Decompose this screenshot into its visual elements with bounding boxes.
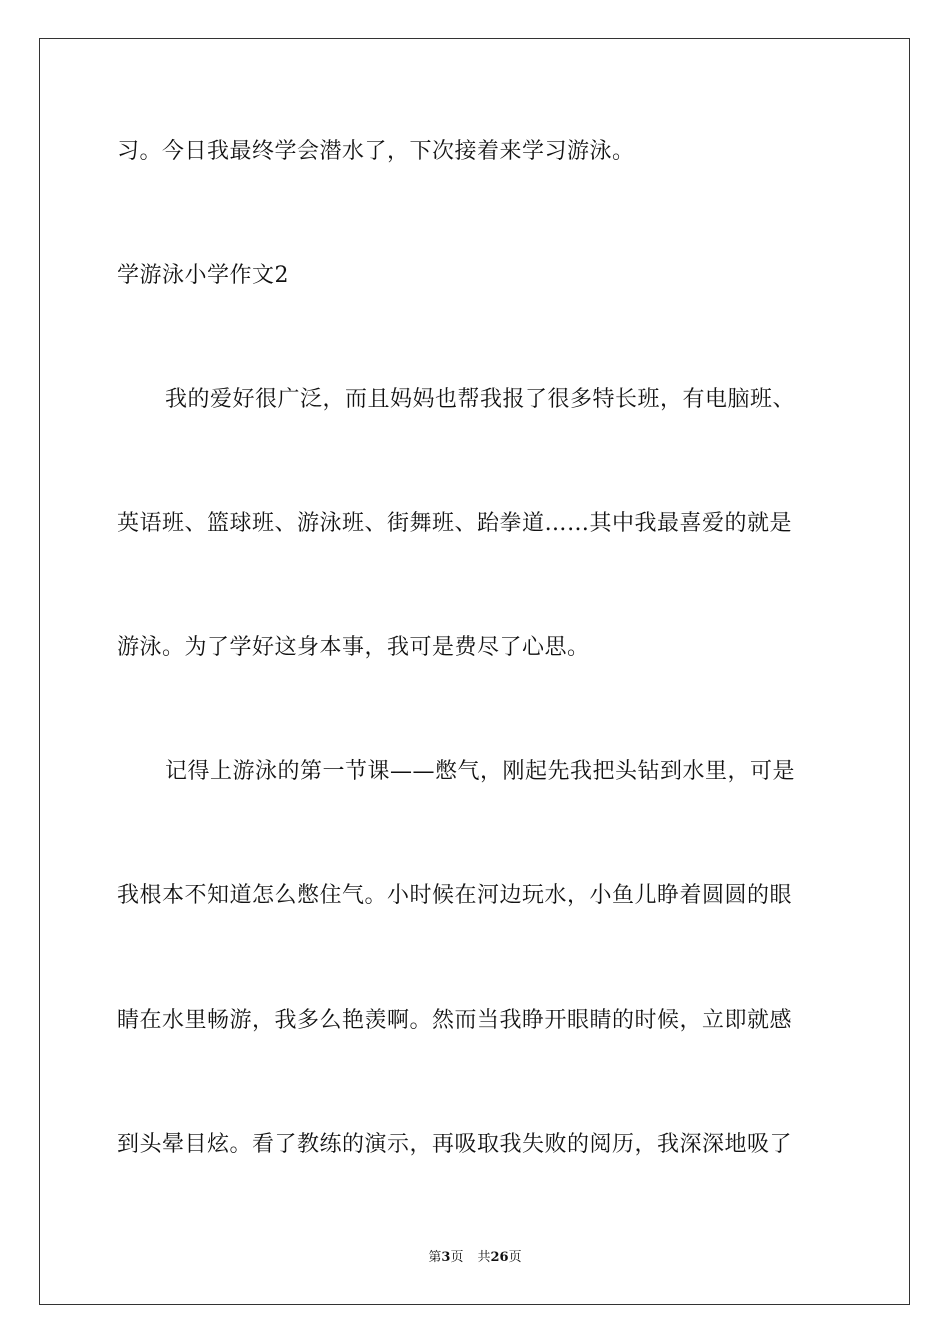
page-footer bbox=[0, 1250, 950, 1266]
paragraph-line-7: 睛在水里畅游，我多么艳羡啊。然而当我睁开眼睛的时候，立即就感 bbox=[117, 1008, 793, 1033]
paragraph-line-5: 记得上游泳的第一节课——憋气，刚起先我把头钻到水里，可是 bbox=[165, 759, 796, 784]
paragraph-line-3: 英语班、篮球班、游泳班、街舞班、跆拳道……其中我最喜爱的就是 bbox=[117, 511, 793, 536]
paragraph-line-6: 我根本不知道怎么憋住气。小时候在河边玩水，小鱼儿睁着圆圆的眼 bbox=[117, 883, 793, 908]
paragraph-line-1: 习。今日我最终学会潜水了，下次接着来学习游泳。 bbox=[117, 139, 635, 164]
paragraph-line-8: 到头晕目炫。看了教练的演示，再吸取我失败的阅历，我深深地吸了 bbox=[117, 1132, 793, 1157]
total-suffix: 页 bbox=[508, 1250, 522, 1265]
total-pages: 26 bbox=[490, 1250, 509, 1265]
page-border bbox=[39, 38, 910, 1305]
page-prefix: 第 bbox=[428, 1250, 442, 1265]
paragraph-line-2: 我的爱好很广泛，而且妈妈也帮我报了很多特长班，有电脑班、 bbox=[165, 387, 796, 412]
section-heading: 学游泳小学作文2 bbox=[117, 263, 289, 288]
paragraph-line-4: 游泳。为了学好这身本事，我可是费尽了心思。 bbox=[117, 635, 590, 660]
page-suffix: 页 bbox=[450, 1250, 464, 1265]
page-number: 3 bbox=[441, 1250, 451, 1265]
total-prefix: 共 bbox=[477, 1250, 491, 1265]
